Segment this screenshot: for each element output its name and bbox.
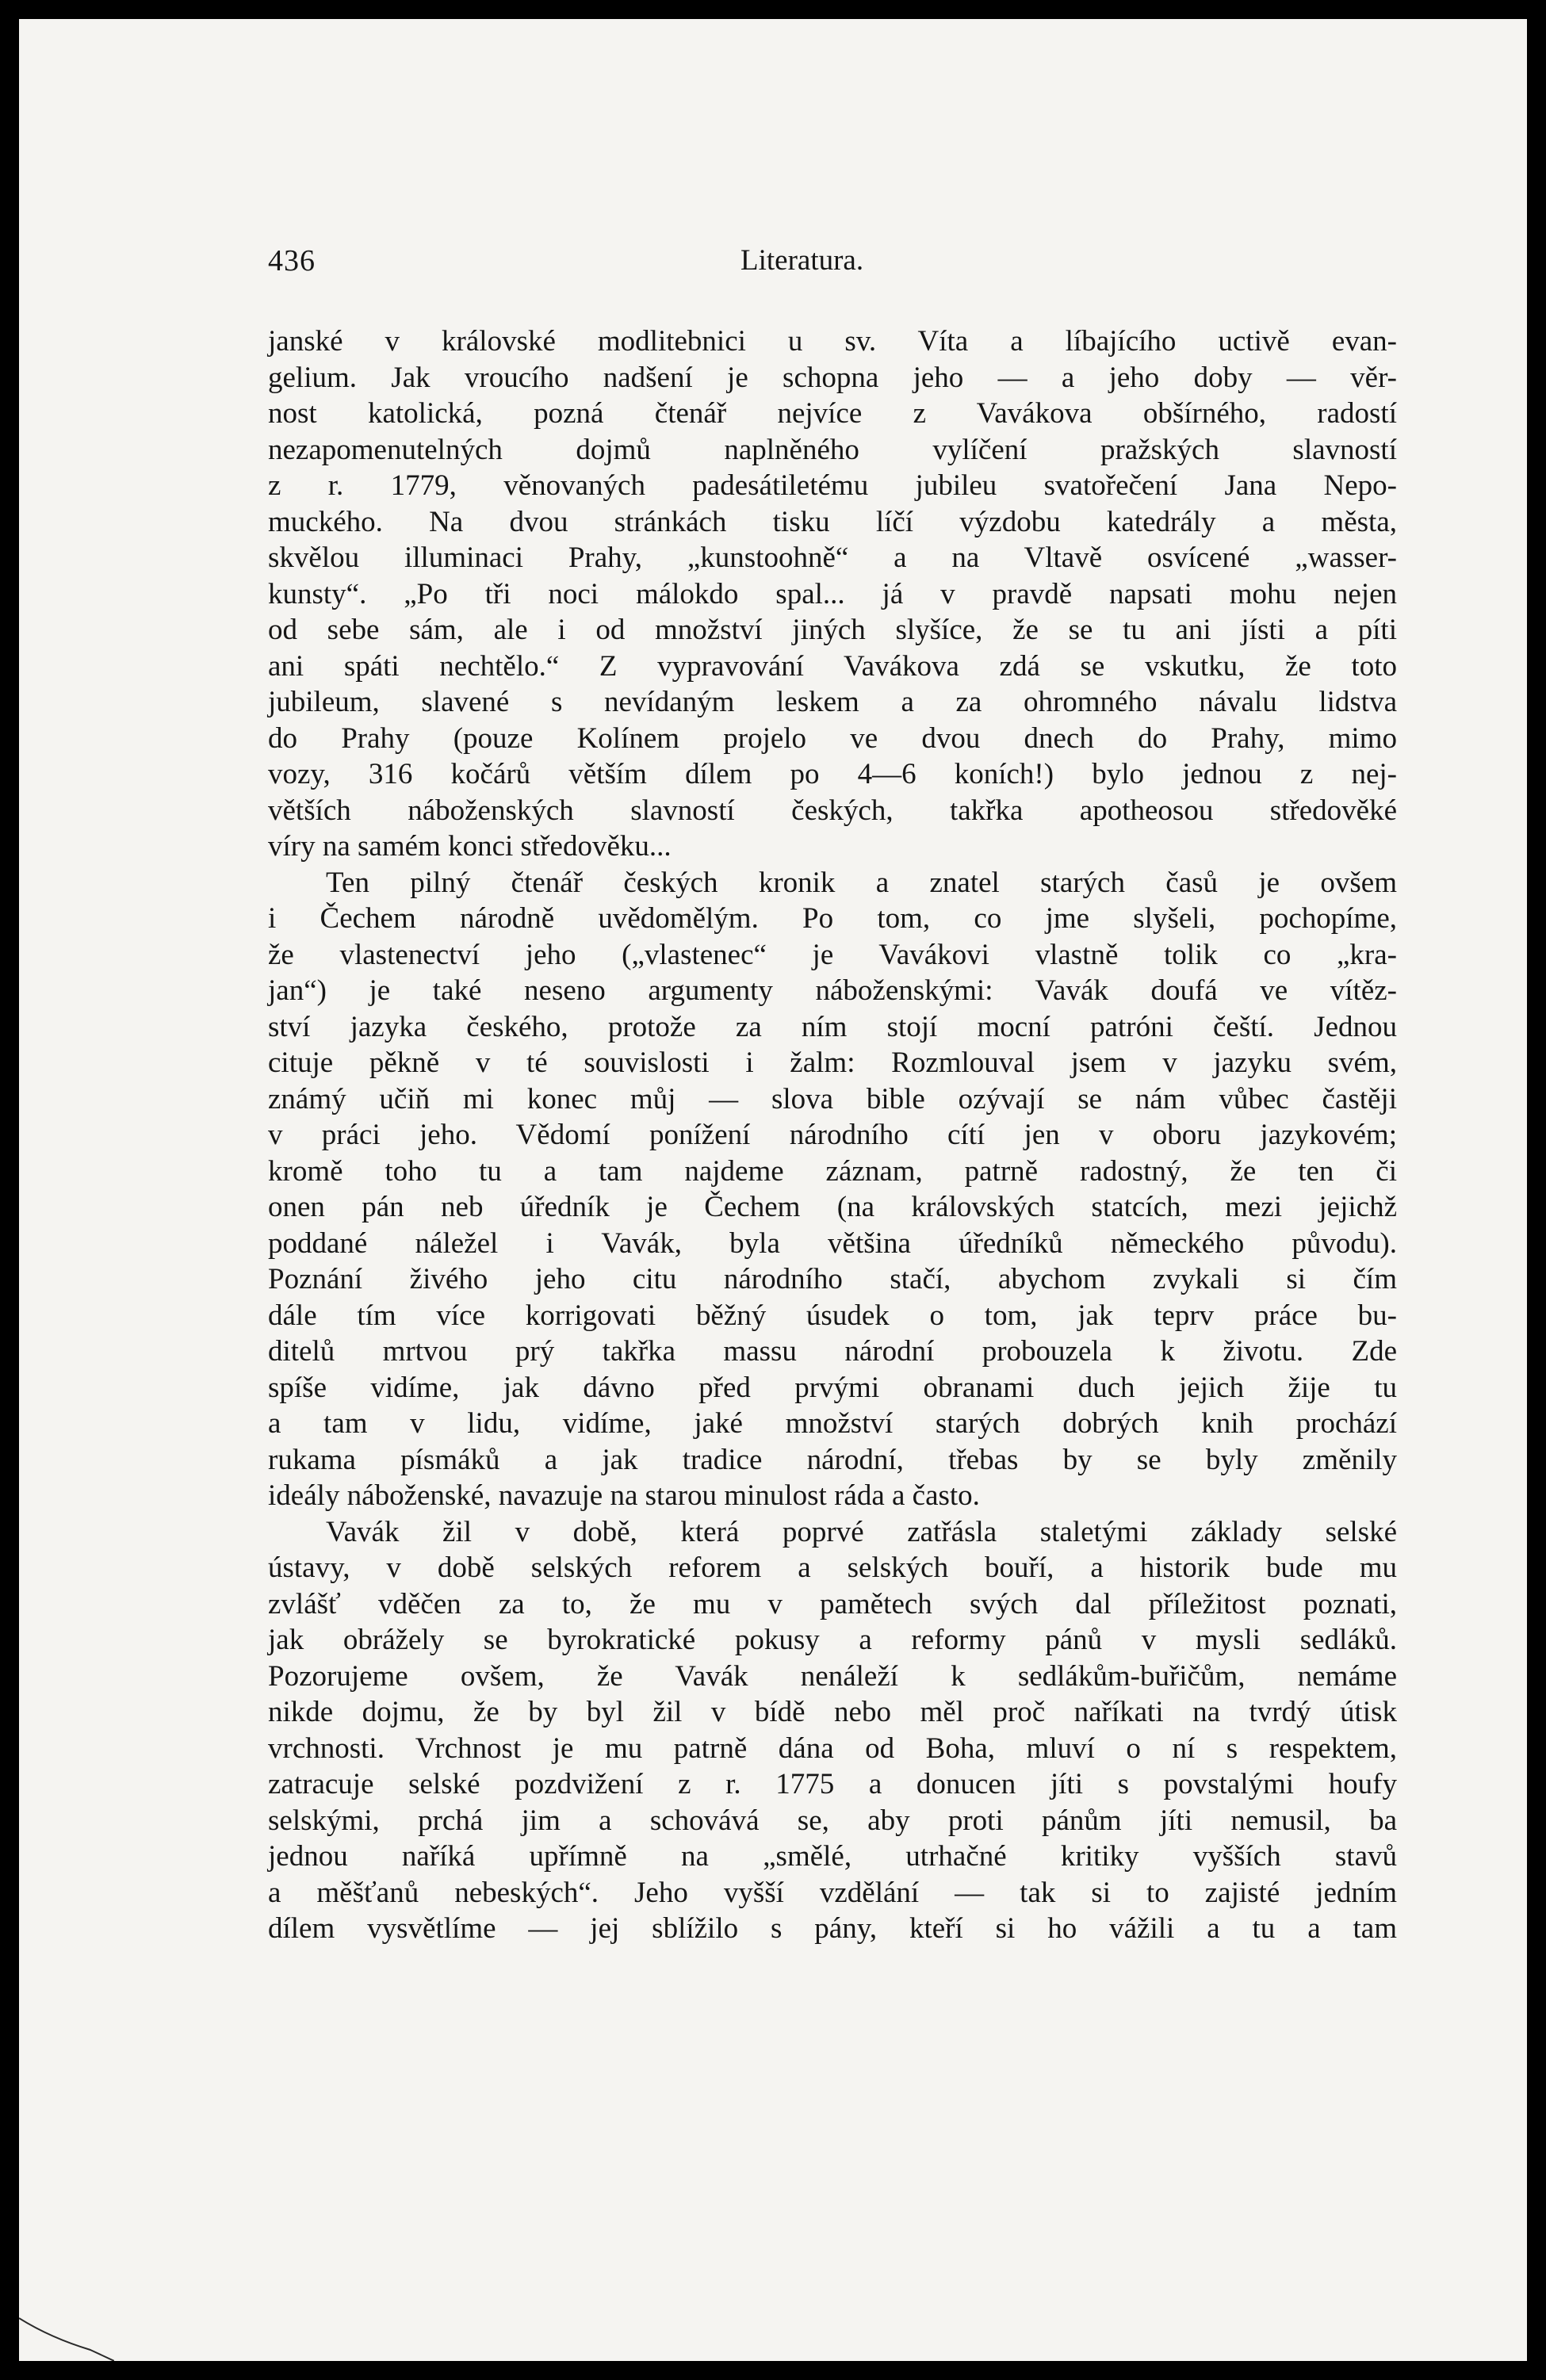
text-line: vozy, 316 kočárů větším dílem po 4—6 koních!) bylo jednou z nej- [268,758,1397,790]
text-line: a měšťanů nebeských“. Jeho vyšší vzdělání — tak si to zajisté jedním [268,1876,1397,1909]
text-line: Ten pilný čtenář českých kronik a znatel starých časů je ovšem [326,866,1397,899]
text-line: kromě toho tu a tam najdeme záznam, patrně radostný, že ten či [268,1154,1397,1188]
text-line: nikde dojmu, že by byl žil v bídě nebo měl proč naříkati na tvrdý útisk [268,1696,1397,1728]
text-line: ideály náboženské, navazuje na starou minulost ráda a často. [268,1479,980,1512]
text-line: poddané náležel i Vavák, byla většina úředníků německého původu). [268,1226,1397,1260]
text-line: známý učiň mi konec můj — slova bible ozývají se nám vůbec častěji [268,1082,1397,1115]
text-line: cituje pěkně v té souvislosti i žalm: Rozmlouval jsem v jazyku svém, [268,1047,1397,1079]
text-line: muckého. Na dvou stránkách tisku líčí výzdobu katedrály a města, [268,505,1397,538]
text-line: ústavy, v době selských reforem a selských bouří, a historik bude mu [268,1552,1397,1584]
text-line: skvělou illuminaci Prahy, „kunstoohně“ a na Vltavě osvícené „wasser- [268,541,1397,574]
text-line: ství jazyka českého, protože za ním stojí mocní patróni čeští. Jednou [268,1010,1397,1043]
text-line: onen pán neb úředník je Čechem (na královských statcích, mezi jejichž [268,1191,1397,1223]
text-line: rukama písmáků a jak tradice národní, třebas by se byly změnily [268,1443,1397,1476]
text-line: v práci jeho. Vědomí ponížení národního cítí jen v oboru jazykovém; [268,1119,1397,1151]
text-line: víry na samém konci středověku... [268,830,672,863]
text-line: do Prahy (pouze Kolínem projelo ve dvou dnech do Prahy, mimo [268,721,1397,755]
book-page [19,19,1527,2361]
text-line: selskými, prchá jim a schovává se, aby proti pánům jíti nemusil, ba [268,1804,1397,1837]
text-line: ani spáti nechtělo.“ Z vypravování Vavákova zdá se vskutku, že toto [268,649,1397,683]
text-line: Poznání živého jeho citu národního stačí, abychom zvykali si čím [268,1263,1397,1295]
text-line: ditelů mrtvou prý takřka massu národní probouzela k životu. Zde [268,1335,1397,1368]
text-line: janské v královské modlitebnici u sv. Víta a líbajícího uctivě evan- [268,325,1397,358]
text-line: že vlastenectví jeho („vlastenec“ je Vavákovi vlastně tolik co „kra- [268,938,1397,971]
scan-edge-mark [19,2302,114,2361]
text-line: i Čechem národně uvědomělým. Po tom, co jme slyšeli, pochopíme, [268,902,1397,935]
text-line: jak obrážely se byrokratické pokusy a reformy pánů v mysli sedláků. [268,1624,1397,1656]
text-line: zvlášť vděčen za to, že mu v pamětech svých dal příležitost poznati, [268,1587,1397,1620]
text-line: a tam v lidu, vidíme, jaké množství starých dobrých knih prochází [268,1407,1397,1440]
text-line: Vavák žil v době, která poprvé zatřásla staletými základy selské [326,1515,1397,1548]
text-line: nezapomenutelných dojmů naplněného vylíčení pražských slavností [268,433,1397,466]
text-line: spíše vidíme, jak dávno před prvými obranami duch jejich žije tu [268,1371,1397,1404]
body-text [268,323,1397,1947]
page-number: 436 [268,244,316,277]
text-line: vrchnosti. Vrchnost je mu patrně dána od Boha, mluví o ní s respektem, [268,1731,1397,1765]
text-line: větších náboženských slavností českých, takřka apotheosou středověké [268,794,1397,827]
text-line: gelium. Jak vroucího nadšení je schopna jeho — a jeho doby — věr- [268,361,1397,394]
text-line: zatracuje selské pozdvižení z r. 1775 a donucen jíti s povstalými houfy [268,1768,1397,1800]
text-line: dílem vysvětlíme — jej sblížilo s pány, kteří si ho vážili a tu a tam [268,1912,1397,1945]
text-line: z r. 1779, věnovaných padesátiletému jubileu svatořečení Jana Nepo- [268,469,1397,502]
page-header [268,243,1397,291]
text-line: od sebe sám, ale i od množství jiných slyšíce, že se tu ani jísti a píti [268,614,1397,646]
text-line: jednou naříká upřímně na „smělé, utrhačné kritiky vyšších stavů [268,1840,1397,1873]
text-line: jubileum, slavené s nevídaným leskem a za ohromného návalu lidstva [268,686,1397,718]
text-line: dále tím více korrigovati běžný úsudek o tom, jak teprv práce bu- [268,1299,1397,1332]
text-line: Pozorujeme ovšem, že Vavák nenáleží k sedlákům-buřičům, nemáme [268,1659,1397,1693]
text-line: nost katolická, pozná čtenář nejvíce z Vavákova obšírného, radostí [268,397,1397,430]
running-title: Literatura. [740,244,864,277]
text-line: kunsty“. „Po tři noci málokdo spal... já v pravdě napsati mohu nejen [268,577,1397,610]
text-line: jan“) je také neseno argumenty náboženskými: Vavák doufá ve vítěz- [268,974,1397,1007]
